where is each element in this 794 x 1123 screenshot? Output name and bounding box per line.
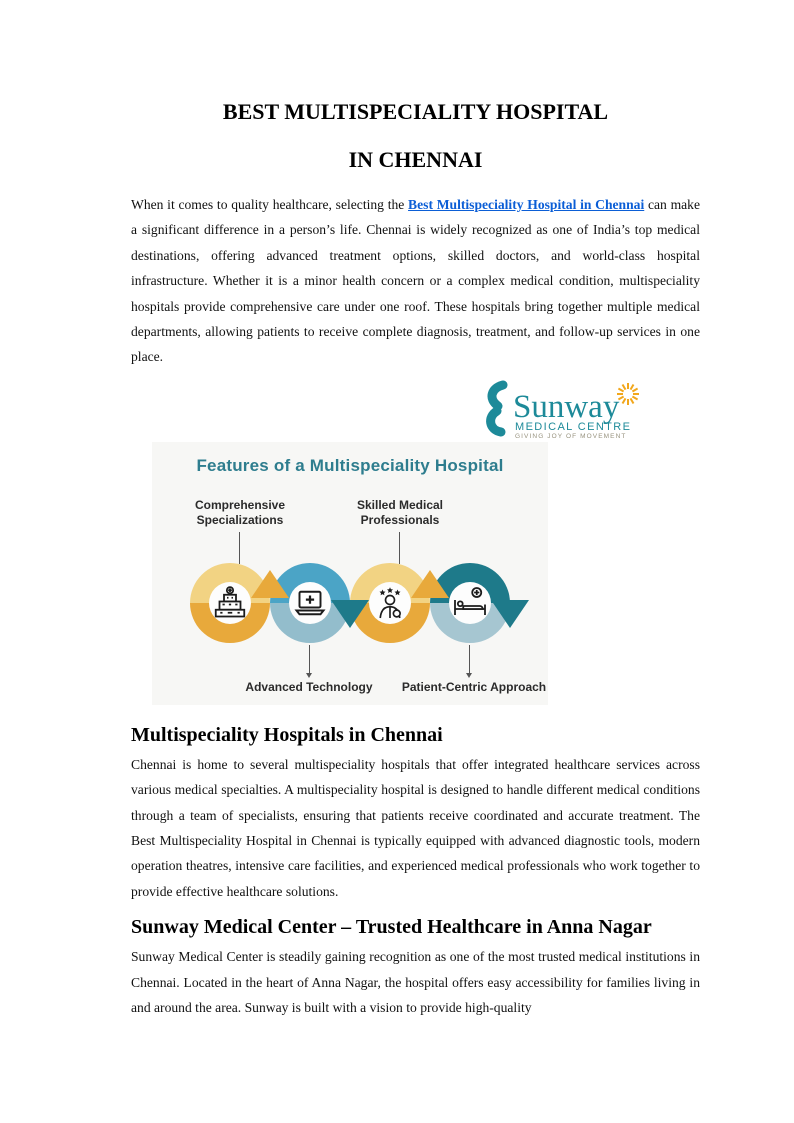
- intro-paragraph: [131, 192, 700, 370]
- best-hospital-link[interactable]: Best Multispeciality Hospital in Chennai: [408, 197, 645, 212]
- patient-bed-icon: [452, 585, 488, 621]
- sun-icon: [617, 383, 639, 405]
- feature-label-patient-centric-approach: Patient-Centric Approach: [401, 679, 547, 694]
- doctor-icon: [372, 585, 408, 621]
- hospital-building-icon: [212, 585, 248, 621]
- page-title-line2: IN CHENNAI: [348, 147, 483, 172]
- connector-line: [309, 645, 310, 673]
- joint-icon: [491, 385, 503, 432]
- section1-paragraph: Chennai is home to several multispeciality hospitals that offer integrated healthcare services across various medical specialties. A multispeciality hospital is designed to handle different medical conditions through a team of specialists, ensuring that patients receive coordinated and accurate treatment. The Best Multispeciality Hospital in Chennai is typically equipped with advanced diagnostic tools, modern operation theatres, intensive care facilities, and experienced medical professionals who work together to provide effective healthcare solutions.: [131, 756, 700, 899]
- sunway-logo-graphic: [480, 380, 652, 440]
- logo-tagline-text: GIVING JOY OF MOVEMENT: [515, 432, 627, 440]
- feature-label-comprehensive-specializations: Comprehensive Specializations: [194, 497, 286, 527]
- connector-line: [399, 532, 400, 564]
- feature-label-skilled-medical-professionals: Skilled Medical Professionals: [356, 497, 444, 527]
- logo-subtitle-text: MEDICAL CENTRE: [515, 420, 632, 433]
- intro-text-before-link: When it comes to quality healthcare, selecting the: [131, 197, 409, 212]
- connector-arrow-tip: [306, 673, 312, 678]
- connector-line: [239, 532, 240, 564]
- chain-arrow-up-icon: [411, 570, 449, 598]
- intro-text-after-link: can make a significant difference in a person’s life. Chennai is widely recognized as one of India’s top medical destinations, offering advanced treatment options, skilled doctors, and world-class hospital infrastructure. Whether it is a minor health concern or a complex medical condition, multispeciality hospitals provide comprehensive care under one roof. These hospitals bring together multiple medical departments, allowing patients to receive complete diagnosis, treatment, and follow-up services in one place.: [131, 197, 701, 365]
- page-title-line1: BEST MULTISPECIALITY HOSPITAL: [222, 99, 609, 124]
- connector-arrow-tip: [466, 673, 472, 678]
- chain-arrow-down-icon: [331, 600, 369, 628]
- hospital-features-infographic: [152, 442, 548, 705]
- feature-label-advanced-technology: Advanced Technology: [245, 679, 373, 694]
- chain-arrow-up-icon: [251, 570, 289, 598]
- logo-name-text: Sunway: [513, 388, 620, 425]
- laptop-medical-icon: [292, 585, 328, 621]
- section2-paragraph: Sunway Medical Center is steadily gaining recognition as one of the most trusted medical institutions in Chennai. Located in the heart of Anna Nagar, the hospital offers easy accessibility for families living in and around the area. Sunway is built with a vision to provide high-quality: [131, 949, 700, 1016]
- sunway-logo: [480, 380, 652, 440]
- chain-arrow-down-icon: [491, 600, 529, 628]
- section-heading-multispeciality-hospitals: Multispeciality Hospitals in Chennai: [131, 723, 443, 746]
- section-heading-sunway-medical-center: Sunway Medical Center – Trusted Healthcare in Anna Nagar: [131, 916, 652, 939]
- connector-line: [469, 645, 470, 673]
- infographic-title: Features of a Multispeciality Hospital: [196, 455, 504, 475]
- page-title: [131, 88, 700, 184]
